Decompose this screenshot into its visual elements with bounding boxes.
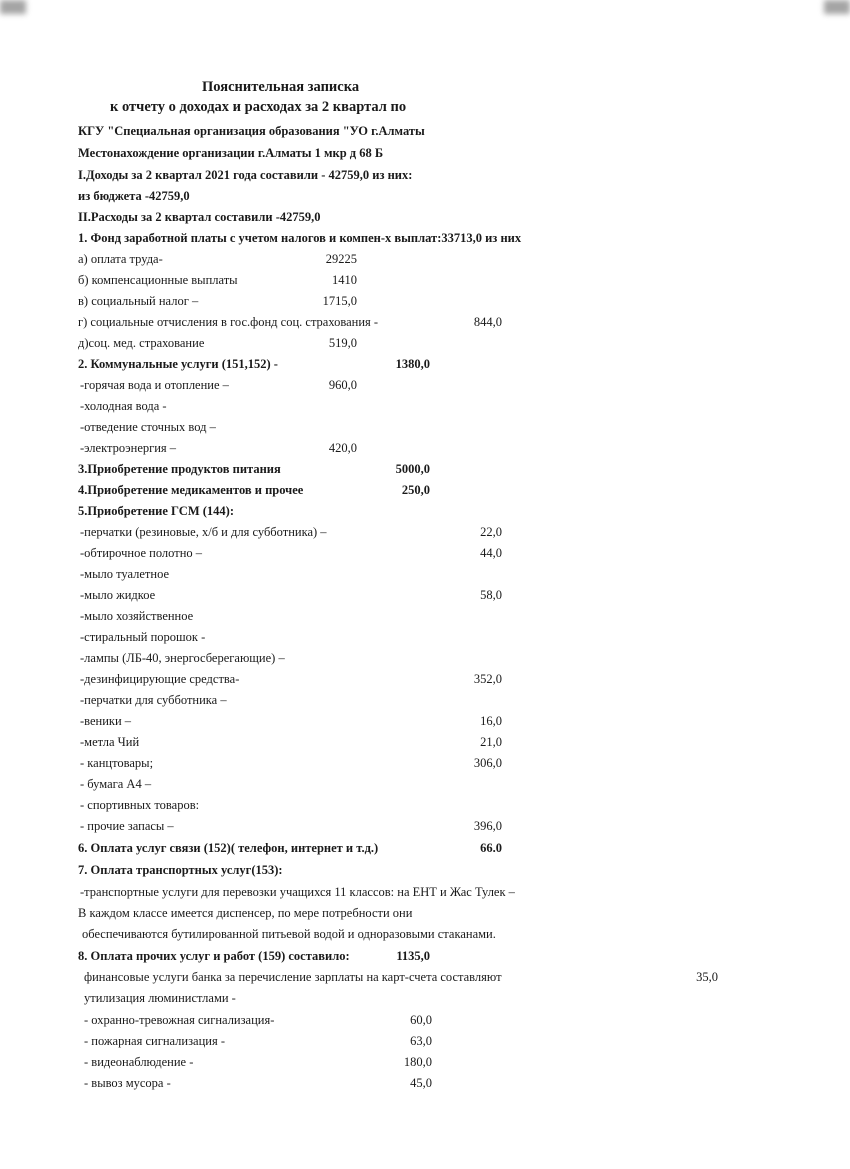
organization-name: КГУ "Специальная организация образования "УО г.Алматы bbox=[78, 124, 425, 138]
line-item-value: 396,0 bbox=[473, 819, 502, 833]
line-item-value: 960,0 bbox=[328, 378, 357, 392]
line-item-label: -горячая вода и отопление – bbox=[80, 378, 229, 392]
line-item-label: финансовые услуги банка за перечисление зарплаты на карт-счета составляют bbox=[84, 970, 502, 984]
section-heading: 1. Фонд заработной платы с учетом налогов и компен-х выплат:33713,0 из них bbox=[78, 231, 522, 245]
line-item-value: 352,0 bbox=[473, 672, 502, 686]
line-item-label: -мыло жидкое bbox=[80, 588, 156, 602]
line-item-label: - бумага А4 – bbox=[80, 777, 152, 791]
section-heading: 7. Оплата транспортных услуг(153): bbox=[78, 863, 283, 877]
expenses-total-line: II.Расходы за 2 квартал составили -42759,0 bbox=[78, 210, 321, 224]
line-item-value: 306,0 bbox=[473, 756, 502, 770]
line-item-value: 45,0 bbox=[410, 1076, 432, 1090]
line-item-value: 844,0 bbox=[473, 315, 502, 329]
scan-shadow bbox=[0, 0, 26, 14]
line-item-value: 1410 bbox=[332, 273, 357, 287]
scan-shadow bbox=[824, 0, 850, 14]
line-item-label: - канцтовары; bbox=[80, 756, 154, 770]
section-total: 250,0 bbox=[401, 483, 430, 497]
line-item-label: -веники – bbox=[80, 714, 132, 728]
line-item-label: -обтирочное полотно – bbox=[80, 546, 203, 560]
section-total: 1380,0 bbox=[395, 357, 430, 371]
line-item-label: -мыло туалетное bbox=[80, 567, 170, 581]
line-item-value: 63,0 bbox=[410, 1034, 432, 1048]
line-item-value: 16,0 bbox=[480, 714, 502, 728]
line-item-label: - спортивных товаров: bbox=[80, 798, 200, 812]
section-heading: 5.Приобретение ГСМ (144): bbox=[78, 504, 234, 518]
line-item-value: 180,0 bbox=[403, 1055, 432, 1069]
line-item-label: - видеонаблюдение - bbox=[84, 1055, 194, 1069]
line-item-label: -перчатки для субботника – bbox=[80, 693, 227, 707]
line-item-value: 35,0 bbox=[696, 970, 718, 984]
line-item-value: 420,0 bbox=[328, 441, 357, 455]
line-item-label: -электроэнергия – bbox=[80, 441, 177, 455]
line-item-label: -мыло хозяйственное bbox=[80, 609, 194, 623]
note-line: обеспечиваются бутилированной питьевой водой и одноразовыми стаканами. bbox=[82, 927, 496, 941]
line-item-value: 21,0 bbox=[480, 735, 502, 749]
section-heading: 2. Коммунальные услуги (151,152) - bbox=[78, 357, 278, 371]
organization-location: Местонахождение организации г.Алматы 1 мкр д 68 Б bbox=[78, 146, 384, 160]
line-item-label: -лампы (ЛБ-40, энергосберегающие) – bbox=[80, 651, 285, 665]
section-heading: 8. Оплата прочих услуг и работ (159) составило: bbox=[78, 949, 350, 963]
line-item-label: -дезинфицирующие средства- bbox=[80, 672, 240, 686]
line-item-value: 58,0 bbox=[480, 588, 502, 602]
income-budget-line: из бюджета -42759,0 bbox=[78, 189, 190, 203]
line-item-label: - пожарная сигнализация - bbox=[84, 1034, 226, 1048]
line-item-label: -метла Чий bbox=[80, 735, 140, 749]
line-item-label: д)соц. мед. страхование bbox=[78, 336, 205, 350]
line-item-label: - охранно-тревожная сигнализация- bbox=[84, 1013, 275, 1027]
line-item-label: -холодная вода - bbox=[80, 399, 167, 413]
section-total: 1135,0 bbox=[396, 949, 430, 963]
page-title: Пояснительная записка bbox=[202, 79, 360, 95]
line-item-label: - вывоз мусора - bbox=[84, 1076, 171, 1090]
note-line: -транспортные услуги для перевозки учащихся 11 классов: на ЕНТ и Жас Тулек – bbox=[80, 885, 515, 899]
line-item-label: б) компенсационные выплаты bbox=[78, 273, 238, 287]
page-subtitle: к отчету о доходах и расходах за 2 квартал по bbox=[110, 99, 407, 115]
section-heading: 4.Приобретение медикаментов и прочее bbox=[78, 483, 304, 497]
line-item-value: 29225 bbox=[325, 252, 357, 266]
line-item-label: - прочие запасы – bbox=[80, 819, 174, 833]
line-item-value: 1715,0 bbox=[322, 294, 357, 308]
section-heading: 6. Оплата услуг связи (152)( телефон, интернет и т.д.) bbox=[78, 841, 379, 855]
income-line: I.Доходы за 2 квартал 2021 года составили - 42759,0 из них: bbox=[78, 168, 413, 182]
line-item-label: -перчатки (резиновые, х/б и для субботника) – bbox=[80, 525, 327, 539]
note-line: В каждом классе имеется диспенсер, по мере потребности они bbox=[78, 906, 413, 920]
line-item-label: в) социальный налог – bbox=[78, 294, 199, 308]
section-total: 66.0 bbox=[480, 841, 502, 855]
section-heading: 3.Приобретение продуктов питания bbox=[78, 462, 281, 476]
line-item-label: -стиральный порошок - bbox=[80, 630, 206, 644]
line-item-label: -отведение сточных вод – bbox=[80, 420, 216, 434]
line-item-label: утилизация люминистлами - bbox=[84, 991, 236, 1005]
line-item-value: 60,0 bbox=[410, 1013, 432, 1027]
line-item-label: г) социальные отчисления в гос.фонд соц. страхования - bbox=[78, 315, 379, 329]
line-item-label: а) оплата труда- bbox=[78, 252, 163, 266]
line-item-value: 44,0 bbox=[480, 546, 502, 560]
line-item-value: 22,0 bbox=[480, 525, 502, 539]
line-item-value: 519,0 bbox=[328, 336, 357, 350]
section-total: 5000,0 bbox=[395, 462, 430, 476]
